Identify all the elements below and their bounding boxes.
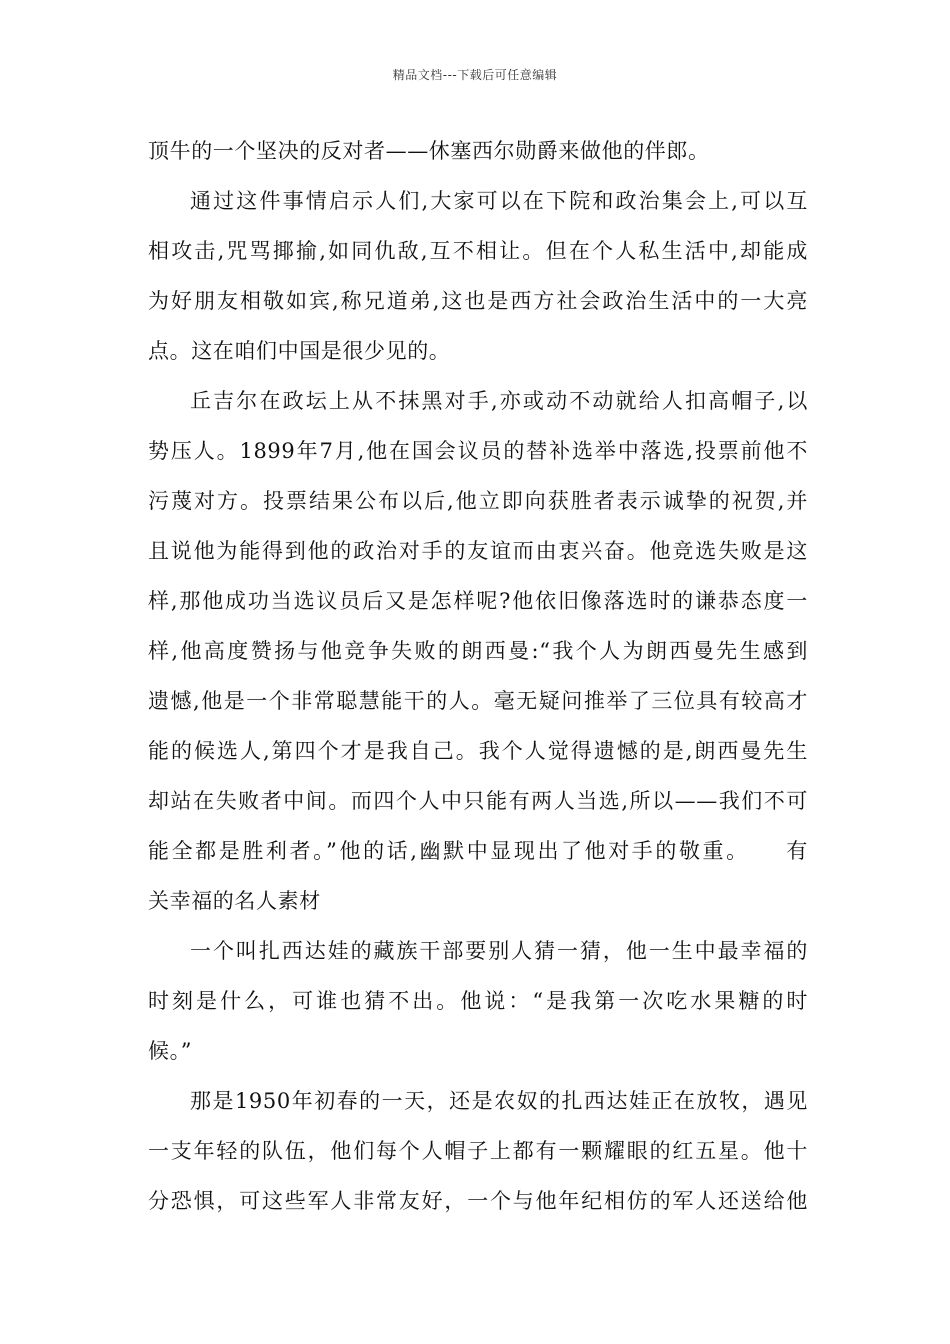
- text-line: 为好朋友相敬如宾,称兄道弟,这也是西方社会政治生活中的一大亮: [148, 289, 808, 313]
- text-line: 污蔑对方。投票结果公布以后,他立即向获胜者表示诚挚的祝贺,并: [148, 489, 808, 513]
- text-line: 样,那他成功当选议员后又是怎样呢?他依旧像落选时的谦恭态度一: [148, 589, 808, 613]
- text-line: 却站在失败者中间。而四个人中只能有两人当选,所以——我们不可: [148, 789, 808, 813]
- text-line: 时刻是什么，可谁也猜不出。他说：“是我第一次吃水果糖的时: [148, 989, 808, 1013]
- text-line: 能全都是胜利者。”他的话,幽默中显现出了他对手的敬重。 有: [148, 839, 808, 863]
- text-line: 相攻击,咒骂揶揄,如同仇敌,互不相让。但在个人私生活中,却能成: [148, 239, 808, 263]
- text-line: 一个叫扎西达娃的藏族干部要别人猜一猜，他一生中最幸福的: [190, 939, 808, 963]
- text-line: 那是1950年初春的一天，还是农奴的扎西达娃正在放牧，遇见: [190, 1089, 808, 1113]
- text-line: 一支年轻的队伍，他们每个人帽子上都有一颗耀眼的红五星。他十: [148, 1139, 808, 1163]
- text-line: 通过这件事情启示人们,大家可以在下院和政治集会上,可以互: [190, 189, 808, 213]
- text-line: 样,他高度赞扬与他竞争失败的朗西曼:“我个人为朗西曼先生感到: [148, 639, 808, 663]
- text-line: 分恐惧，可这些军人非常友好，一个与他年纪相仿的军人还送给他: [148, 1189, 808, 1213]
- text-line: 遗憾,他是一个非常聪慧能干的人。毫无疑问推举了三位具有较高才: [148, 689, 808, 713]
- text-line: 且说他为能得到他的政治对手的友谊而由衷兴奋。他竞选失败是这: [148, 539, 808, 563]
- text-line: 候。”: [148, 1039, 193, 1063]
- text-line: 能的候选人,第四个才是我自己。我个人觉得遗憾的是,朗西曼先生: [148, 739, 808, 763]
- section-heading: 关幸福的名人素材: [148, 889, 321, 913]
- page-header: 精品文档---下载后可任意编辑: [392, 68, 558, 82]
- text-line: 丘吉尔在政坛上从不抹黑对手,亦或动不动就给人扣高帽子,以: [190, 389, 808, 413]
- text-line: 势压人。1899年7月,他在国会议员的替补选举中落选,投票前他不: [148, 439, 808, 463]
- text-line: 顶牛的一个坚决的反对者——休塞西尔勋爵来做他的伴郎。: [148, 139, 710, 163]
- text-line: 点。这在咱们中国是很少见的。: [148, 339, 451, 363]
